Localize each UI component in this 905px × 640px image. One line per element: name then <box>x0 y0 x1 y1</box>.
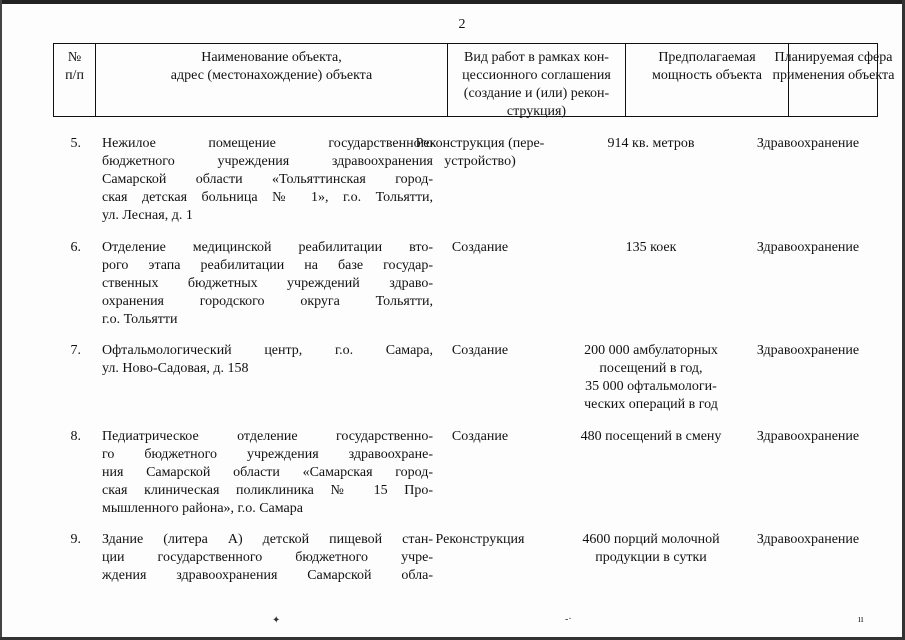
name-line: ции государственного бюджетного учре- <box>102 550 433 565</box>
name-line: ния Самарской области «Самарская город- <box>102 465 433 480</box>
row-object-name <box>102 342 433 378</box>
header-text: (создание и (или) рекон- <box>463 86 610 101</box>
header-text: п/п <box>65 68 84 83</box>
name-line: Самарской области «Тольяттинская город- <box>102 172 433 187</box>
header-text: № <box>67 50 82 65</box>
capacity-line: 35 000 офтальмологи- <box>585 379 717 394</box>
name-line: рого этапа реабилитации на базе государ- <box>102 258 433 273</box>
row-sphere: Здравоохранение <box>756 532 860 547</box>
scan-dot-mark: ıı <box>858 614 864 625</box>
row-work-type <box>398 428 562 446</box>
header-text: Вид работ в рамках кон- <box>464 50 609 65</box>
name-line: ская клиническая поликлиника № 15 Про- <box>102 483 433 498</box>
name-line: бюджетного учреждения здравоохранения <box>102 154 433 169</box>
name-line: Педиатрическое отделение государственно- <box>102 429 433 444</box>
header-col-work <box>447 44 625 119</box>
row-capacity <box>570 239 732 257</box>
header-col-capacity <box>625 44 788 116</box>
header-text: Планируемая сфера <box>774 50 893 65</box>
row-work-type <box>398 342 562 360</box>
capacity-line: продукции в сутки <box>595 550 707 565</box>
name-line: го бюджетного учреждения здравоохране- <box>102 447 433 462</box>
header-text: Предполагаемая <box>658 50 756 65</box>
row-object-name <box>102 428 433 518</box>
capacity-line: 200 000 амбулаторных <box>584 343 718 358</box>
name-line: ул. Лесная, д. 1 <box>102 208 193 223</box>
capacity-line: посещений в год, <box>599 361 703 376</box>
page-number: 2 <box>458 17 466 32</box>
work-line: Реконструкция <box>435 532 525 547</box>
header-col-name <box>95 44 447 116</box>
capacity-line: ческих операций в год <box>584 397 718 412</box>
row-capacity <box>570 531 732 567</box>
name-line: ственных бюджетных учреждений здраво- <box>102 276 433 291</box>
scan-dot-mark: ✦ <box>272 615 281 626</box>
header-col-number <box>54 44 95 116</box>
name-line: мышленного района», г.о. Самара <box>102 501 303 516</box>
row-sphere: Здравоохранение <box>756 136 860 151</box>
table-header <box>53 43 895 119</box>
work-line: Реконструкция (пере- <box>415 136 545 151</box>
row-number: 9. <box>70 532 81 547</box>
header-text: применения объекта <box>772 68 895 83</box>
row-capacity <box>570 135 732 153</box>
scan-dot-mark: -· <box>565 614 572 625</box>
capacity-line: 480 посещений в смену <box>580 429 722 444</box>
scan-border-top <box>0 0 905 4</box>
capacity-line: 914 кв. метров <box>607 136 695 151</box>
row-sphere: Здравоохранение <box>756 429 860 444</box>
header-text: струкция) <box>506 104 567 119</box>
row-work-type <box>398 531 562 549</box>
row-number: 6. <box>70 240 81 255</box>
name-line: ул. Ново-Садовая, д. 158 <box>102 361 249 376</box>
header-text: адрес (местонахождение) объекта <box>170 68 373 83</box>
row-number: 8. <box>70 429 81 444</box>
row-capacity <box>570 428 732 446</box>
header-text: мощность объекта <box>651 68 763 83</box>
row-object-name <box>102 135 433 225</box>
work-line: Создание <box>451 429 509 444</box>
work-line: Создание <box>451 240 509 255</box>
name-line: Здание (литера А) детской пищевой стан- <box>102 532 433 547</box>
row-sphere: Здравоохранение <box>756 240 860 255</box>
row-number: 5. <box>70 136 81 151</box>
row-object-name <box>102 239 433 329</box>
work-line: Создание <box>451 343 509 358</box>
name-line: Отделение медицинской реабилитации вто- <box>102 240 433 255</box>
scan-border-left <box>0 0 2 640</box>
row-object-name <box>102 531 433 585</box>
capacity-line: 135 коек <box>625 240 677 255</box>
capacity-line: 4600 порций молочной <box>582 532 720 547</box>
work-line: устройство) <box>444 154 516 169</box>
name-line: г.о. Тольятти <box>102 312 178 327</box>
name-line: Нежилое помещение государственного <box>102 136 433 151</box>
header-col-sphere <box>772 44 895 116</box>
row-sphere: Здравоохранение <box>756 343 860 358</box>
row-number: 7. <box>70 343 81 358</box>
name-line: ждения здравоохранения Самарской обла- <box>102 568 433 583</box>
name-line: охранения городского округа Тольятти, <box>102 294 433 309</box>
header-text: Наименование объекта, <box>201 50 342 65</box>
row-work-type <box>398 239 562 257</box>
row-work-type <box>398 135 562 171</box>
name-line: Офтальмологический центр, г.о. Самара, <box>102 343 433 358</box>
name-line: ская детская больница № 1», г.о. Тольятти, <box>102 190 433 205</box>
header-text: цессионного соглашения <box>462 68 611 83</box>
row-capacity <box>570 342 732 414</box>
